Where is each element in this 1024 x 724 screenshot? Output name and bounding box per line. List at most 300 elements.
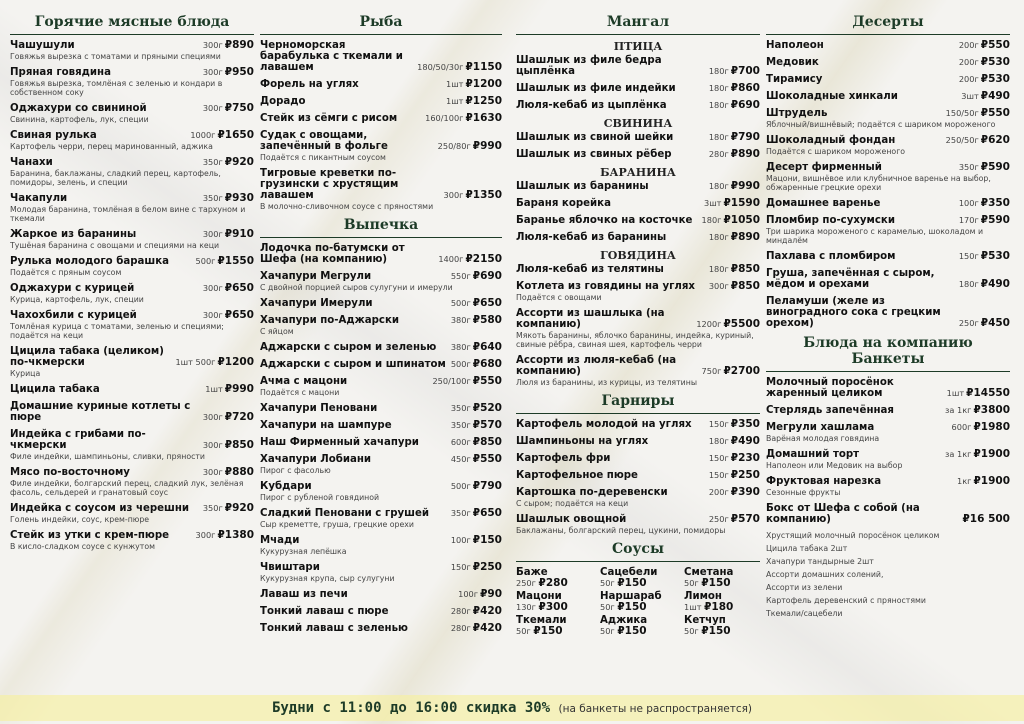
item-price-block [203, 103, 254, 114]
item-price-block [458, 589, 502, 600]
menu-item [766, 135, 1010, 156]
menu-item [260, 342, 502, 353]
item-weight: 180г [708, 66, 729, 76]
box-list-item: Хачапури тандырные 2шт [766, 557, 874, 566]
item-name: Пряная говядина [10, 67, 111, 78]
item-price-block [709, 419, 760, 430]
menu-item [10, 256, 254, 277]
item-description: Яблочный/вишнёвый; подаётся с шариком мороженого [766, 120, 996, 129]
item-weight: 300г [708, 281, 729, 291]
item-name: Наш Фирменный хачапури [260, 437, 419, 448]
item-weight: 170г [958, 215, 979, 225]
item-weight: 500г [195, 256, 216, 266]
item-weight: 350г [450, 508, 471, 518]
menu-item-row [260, 243, 502, 265]
item-name: Бокс от Шефа с собой (на компанию) [766, 503, 920, 525]
subsection-title: ПТИЦА [613, 40, 663, 53]
item-price-block [451, 454, 502, 465]
sauce-price: ₽150 [617, 577, 647, 589]
item-price-block [190, 130, 254, 141]
item-price: ₽680 [472, 358, 502, 370]
item-price: ₽850 [730, 280, 760, 292]
item-weight: 250г [958, 318, 979, 328]
item-price: ₽250 [730, 469, 760, 481]
sauce-price-block [516, 602, 592, 612]
sauce-price-block [516, 578, 592, 588]
item-name: Цицила табака (целиком) по-чкмерски [10, 346, 164, 368]
sauce-name: Мацони [516, 591, 562, 602]
menu-item-row [766, 268, 1010, 290]
section-title: Десерты [766, 14, 1010, 35]
item-price: ₽890 [730, 231, 760, 243]
menu-item-row [10, 310, 254, 321]
menu-item [766, 449, 1010, 470]
item-weight: 100г [450, 535, 471, 545]
item-price-block [959, 40, 1010, 51]
item-price: ₽920 [224, 156, 254, 168]
menu-item-row [260, 437, 502, 448]
item-weight: 150г [958, 251, 979, 261]
item-weight: 180г [708, 132, 729, 142]
item-description: Кукурузная лепёшка [260, 547, 347, 556]
item-name: Бараня корейка [516, 198, 611, 209]
section-title: Выпечка [260, 217, 502, 238]
item-weight: 380г [450, 315, 471, 325]
item-price-block [709, 514, 760, 525]
discount-text: Будни с 11:00 до 16:00 скидка 30% [271, 700, 551, 716]
menu-item [516, 215, 760, 226]
item-price-block [446, 79, 502, 90]
menu-item-row [516, 215, 760, 226]
item-price-block [438, 254, 502, 265]
item-description: Баранина, баклажаны, сладкий перец, картофель, помидоры, зелень, и специи [10, 169, 221, 187]
item-price: ₽690 [472, 270, 502, 282]
item-price: ₽620 [980, 134, 1010, 146]
item-price: ₽850 [472, 436, 502, 448]
item-price: ₽2700 [723, 365, 760, 377]
item-price: ₽1250 [465, 95, 502, 107]
item-price-block [203, 283, 254, 294]
item-name: Молочный поросёнок жаренный целиком [766, 377, 894, 399]
item-name: Домашние куриные котлеты с пюре [10, 401, 191, 423]
item-name: Мчади [260, 535, 300, 546]
sauce-item [516, 615, 592, 636]
menu-item [260, 403, 502, 414]
menu-item [516, 55, 760, 77]
item-description: Мякоть баранины, яблочко баранины, индейка, куриный, свиные рёбра, свиная шея, картофель черри [516, 331, 754, 349]
item-weight: 250/50г [945, 135, 979, 145]
item-price: ₽640 [472, 341, 502, 353]
item-name: Шашлык из свиной шейки [516, 132, 674, 143]
item-price-block [451, 342, 502, 353]
discount-note: (на банкеты не распространяется) [558, 703, 753, 715]
item-description: Курица, картофель, лук, специи [10, 295, 144, 304]
item-description: Курица [10, 369, 41, 378]
sauce-price-block [684, 602, 760, 612]
section-title: Мангал [516, 14, 760, 35]
section-title: Соусы [516, 541, 760, 562]
menu-item-row [766, 198, 1010, 209]
box-list-item: Картофель деревенский с пряностями [766, 596, 926, 605]
menu-item-row [260, 342, 502, 353]
item-weight: 280г [450, 623, 471, 633]
item-price-block [709, 436, 760, 447]
menu-item-row [10, 193, 254, 204]
item-price: ₽450 [980, 317, 1010, 329]
item-weight: за 1кг [945, 449, 972, 459]
menu-column-3 [516, 14, 760, 690]
menu-item-row [260, 40, 502, 73]
menu-item-row [516, 453, 760, 464]
sauce-weight: 250г [516, 578, 536, 588]
item-price: ₽950 [224, 66, 254, 78]
item-name: Индейка с грибами по-чкмерски [10, 429, 146, 451]
item-weight: 200г [958, 57, 979, 67]
menu-item [516, 487, 760, 508]
menu-item [260, 271, 502, 292]
menu-item-row [10, 103, 254, 114]
menu-item [766, 268, 1010, 290]
menu-item-row [516, 308, 760, 330]
item-name: Шашлык из свиных рёбер [516, 149, 672, 160]
item-weight: 160/100г [425, 113, 464, 123]
item-description: Пирог с фасолью [260, 466, 331, 475]
sauce-price-block [600, 578, 676, 588]
item-price-block [961, 514, 1011, 525]
menu-item [260, 454, 502, 475]
item-weight: 350г [202, 193, 223, 203]
item-price-block [438, 141, 502, 152]
menu-item [260, 96, 502, 107]
sauce-item [684, 591, 760, 612]
item-price: ₽530 [980, 73, 1010, 85]
item-price: ₽850 [224, 439, 254, 451]
item-weight: 300г [202, 440, 223, 450]
item-price: ₽420 [472, 605, 502, 617]
sauce-weight: 50г [684, 578, 699, 588]
item-weight: 350г [202, 503, 223, 513]
item-name: Пломбир по-сухумски [766, 215, 895, 226]
menu-item-row [516, 436, 760, 447]
item-price-block [451, 420, 502, 431]
sauce-name: Сацебели [600, 567, 658, 578]
item-weight: 350г [958, 162, 979, 172]
item-price: ₽390 [730, 486, 760, 498]
menu-item-row [516, 514, 760, 525]
item-price-block [959, 57, 1010, 68]
item-weight: 100г [958, 198, 979, 208]
menu-item [260, 437, 502, 448]
item-price: ₽790 [730, 131, 760, 143]
menu-item [10, 193, 254, 223]
item-name: Десерт фирменный [766, 162, 882, 173]
item-price: ₽750 [224, 102, 254, 114]
item-price: ₽930 [224, 192, 254, 204]
item-price-block [444, 190, 502, 201]
item-description: С сыром; подаётся на кеци [516, 499, 629, 508]
sauce-item [600, 591, 676, 612]
item-price: ₽990 [224, 383, 254, 395]
menu-item-row [260, 606, 502, 617]
menu-item-row [516, 132, 760, 143]
item-price-block [446, 96, 502, 107]
sauce-name: Сметана [684, 567, 734, 578]
item-description: Сезонные фрукты [766, 488, 841, 497]
item-name: Оджахури со свининой [10, 103, 147, 114]
menu-item [516, 100, 760, 111]
menu-item [516, 308, 760, 349]
item-weight: 150г [450, 562, 471, 572]
menu-item-row [766, 422, 1010, 433]
box-list-item: Цицила табака 2шт [766, 544, 848, 553]
menu-item [260, 168, 502, 211]
item-name: Картошка по-деревенски [516, 487, 668, 498]
menu-item [260, 40, 502, 73]
menu-item [516, 453, 760, 464]
item-name: Хачапури Лобиани [260, 454, 372, 465]
item-name: Мясо по-восточному [10, 467, 130, 478]
sauce-price: ₽150 [617, 625, 647, 637]
item-price-block [203, 440, 254, 451]
sauce-weight: 1шт [684, 602, 702, 612]
item-description: В кисло-сладком соусе с кунжутом [10, 542, 155, 551]
item-name: Картофель молодой на углях [516, 419, 692, 430]
item-weight: 500г [450, 481, 471, 491]
menu-column-4 [766, 14, 1010, 690]
item-price-block [946, 108, 1010, 119]
menu-item-row [10, 503, 254, 514]
menu-item [516, 198, 760, 209]
item-price: ₽2150 [465, 253, 502, 265]
menu-item [10, 429, 254, 461]
item-price: ₽880 [224, 466, 254, 478]
item-weight: 350г [450, 420, 471, 430]
item-price-block [961, 91, 1010, 102]
item-description: Голень индейки, соус, крем-пюре [10, 515, 150, 524]
item-price: ₽250 [472, 561, 502, 573]
item-price: ₽5500 [723, 318, 760, 330]
menu-item [766, 91, 1010, 102]
item-price-block [451, 623, 502, 634]
sauce-price-block [684, 626, 760, 636]
item-name: Люля-кебаб из цыплёнка [516, 100, 667, 111]
item-name: Хачапури Мегрули [260, 271, 372, 282]
item-name: Наполеон [766, 40, 824, 51]
item-weight: 280г [708, 149, 729, 159]
item-name: Черноморская барабулька с ткемали и лавашем [260, 40, 403, 73]
item-name: Пеламуши (желе из виноградного сока с грецким орехом) [766, 296, 941, 329]
item-price-block [451, 437, 502, 448]
item-name: Чанахи [10, 157, 53, 168]
subsection-title: БАРАНИНА [600, 166, 676, 179]
menu-item [766, 74, 1010, 85]
item-price: ₽230 [730, 452, 760, 464]
item-name: Хачапури на шампуре [260, 420, 392, 431]
menu-item [766, 405, 1010, 416]
menu-item-row [766, 377, 1010, 399]
item-description: Кукурузная крупа, сыр сулугуни [260, 574, 395, 583]
item-name: Аджарски с сыром и зеленью [260, 342, 437, 353]
menu-item [766, 215, 1010, 245]
sauce-item [684, 615, 760, 636]
menu-item [10, 530, 254, 551]
item-weight: 750г [701, 366, 722, 376]
item-description: Три шарика мороженого с карамелью, шоколадом и миндалём [766, 227, 984, 245]
item-price: ₽150 [472, 534, 502, 546]
menu-item-row [766, 251, 1010, 262]
menu-item-row [766, 405, 1010, 416]
menu-item-row [260, 315, 502, 326]
item-weight: 1400г [438, 254, 464, 264]
menu-item [260, 562, 502, 583]
item-price-block [417, 62, 502, 73]
menu-item-row [766, 74, 1010, 85]
item-name: Медовик [766, 57, 819, 68]
menu-item-row [260, 271, 502, 282]
item-price-block [203, 310, 254, 321]
item-name: Лодочка по-батумски от Шефа (на компанию) [260, 243, 405, 265]
menu-item-row [766, 108, 1010, 119]
item-weight: 450г [450, 454, 471, 464]
menu-item [766, 251, 1010, 262]
item-name: Шоколадный фондан [766, 135, 896, 146]
item-weight: 150/50г [945, 108, 979, 118]
item-price: ₽550 [472, 453, 502, 465]
sauce-price: ₽150 [533, 625, 563, 637]
item-price-block [451, 403, 502, 414]
item-weight: 1шт [946, 388, 965, 398]
item-price-block [451, 535, 502, 546]
menu-item-row [516, 149, 760, 160]
item-price-block [702, 215, 760, 226]
section-title: Гарниры [516, 393, 760, 414]
item-price-block [203, 467, 254, 478]
box-list-item: Ассорти домашних солений, [766, 570, 884, 579]
menu-item [260, 420, 502, 431]
menu-item [260, 376, 502, 397]
menu-item-row [10, 384, 254, 395]
menu-item [10, 40, 254, 61]
item-weight: 550г [450, 271, 471, 281]
item-price-block [709, 181, 760, 192]
item-name: Кубдари [260, 481, 312, 492]
item-price: ₽990 [472, 140, 502, 152]
menu-item-row [260, 96, 502, 107]
menu-item [260, 79, 502, 90]
item-weight: 1шт [445, 79, 464, 89]
sauce-item [516, 591, 592, 612]
item-price-block [451, 481, 502, 492]
item-price: ₽1900 [973, 448, 1010, 460]
menu-item [516, 83, 760, 94]
box-list-item: Хрустящий молочный поросёнок целиком [766, 531, 940, 540]
sauce-price: ₽150 [617, 601, 647, 613]
item-description: Мацони, вишнёвое или клубничное варенье на выбор, обжаренные грецкие орехи [766, 174, 991, 192]
item-weight: 300г [202, 310, 223, 320]
menu-item [516, 470, 760, 481]
section-title: Блюда на компанию Банкеты [766, 335, 1010, 372]
item-name: Мегрули хашлама [766, 422, 875, 433]
item-price-block [957, 476, 1010, 487]
menu-item [516, 281, 760, 302]
item-price-block [709, 83, 760, 94]
menu-item [10, 157, 254, 187]
item-name: Шоколадные хинкали [766, 91, 898, 102]
menu-item [766, 296, 1010, 329]
menu-item-row [10, 283, 254, 294]
item-name: Картофельное пюре [516, 470, 638, 481]
item-price: ₽1630 [465, 112, 502, 124]
menu-item-row [10, 67, 254, 78]
item-name: Рулька молодого барашка [10, 256, 169, 267]
item-price-block [203, 503, 254, 514]
item-price-block [709, 487, 760, 498]
menu-item-row [260, 376, 502, 387]
menu-item-row [516, 181, 760, 192]
item-name: Ассорти из люля-кебаб (на компанию) [516, 355, 677, 377]
item-price: ₽650 [472, 507, 502, 519]
sauce-name: Аджика [600, 615, 648, 626]
item-name: Шашлык овощной [516, 514, 627, 525]
item-price-block [709, 100, 760, 111]
item-name: Оджахури с курицей [10, 283, 135, 294]
item-price-block [451, 271, 502, 282]
item-price-block [432, 376, 502, 387]
menu-item [260, 589, 502, 600]
item-name: Шашлык из баранины [516, 181, 649, 192]
menu-item [766, 108, 1010, 129]
menu-item [516, 232, 760, 243]
item-price: ₽1980 [973, 421, 1010, 433]
menu-item-row [516, 232, 760, 243]
item-price: ₽490 [980, 90, 1010, 102]
item-price: ₽990 [730, 180, 760, 192]
item-weight: 500г [450, 298, 471, 308]
item-weight: 1шт [445, 96, 464, 106]
menu-item [10, 67, 254, 97]
item-price: ₽550 [980, 107, 1010, 119]
menu-item [766, 198, 1010, 209]
menu-item-row [260, 623, 502, 634]
item-weight: 600г [951, 422, 972, 432]
item-price-block [451, 298, 502, 309]
section-title: Рыба [260, 14, 502, 35]
item-weight: 200г [708, 487, 729, 497]
menu-item-row [766, 503, 1010, 525]
item-weight: 250/80г [437, 141, 471, 151]
menu-item-row [766, 162, 1010, 173]
item-description: Говяжья вырезка с томатами и пряными специями [10, 52, 221, 61]
menu-item-row [516, 83, 760, 94]
item-name: Стерлядь запечённая [766, 405, 894, 416]
item-price-block [425, 113, 502, 124]
item-price: ₽910 [224, 228, 254, 240]
sauce-item [516, 567, 592, 588]
sauce-name: Кетчуп [684, 615, 726, 626]
menu-item [10, 384, 254, 395]
menu-item [766, 162, 1010, 192]
item-name: Картофель фри [516, 453, 611, 464]
item-name: Свиная рулька [10, 130, 97, 141]
menu-item-row [10, 40, 254, 51]
section-title: Горячие мясные блюда [10, 14, 254, 35]
item-name: Дорадо [260, 96, 306, 107]
item-price-block [952, 422, 1010, 433]
item-description: С яйцом [260, 327, 294, 336]
item-price-block [451, 562, 502, 573]
item-description: Подаётся с мацони [260, 388, 340, 397]
item-name: Чашушули [10, 40, 75, 51]
